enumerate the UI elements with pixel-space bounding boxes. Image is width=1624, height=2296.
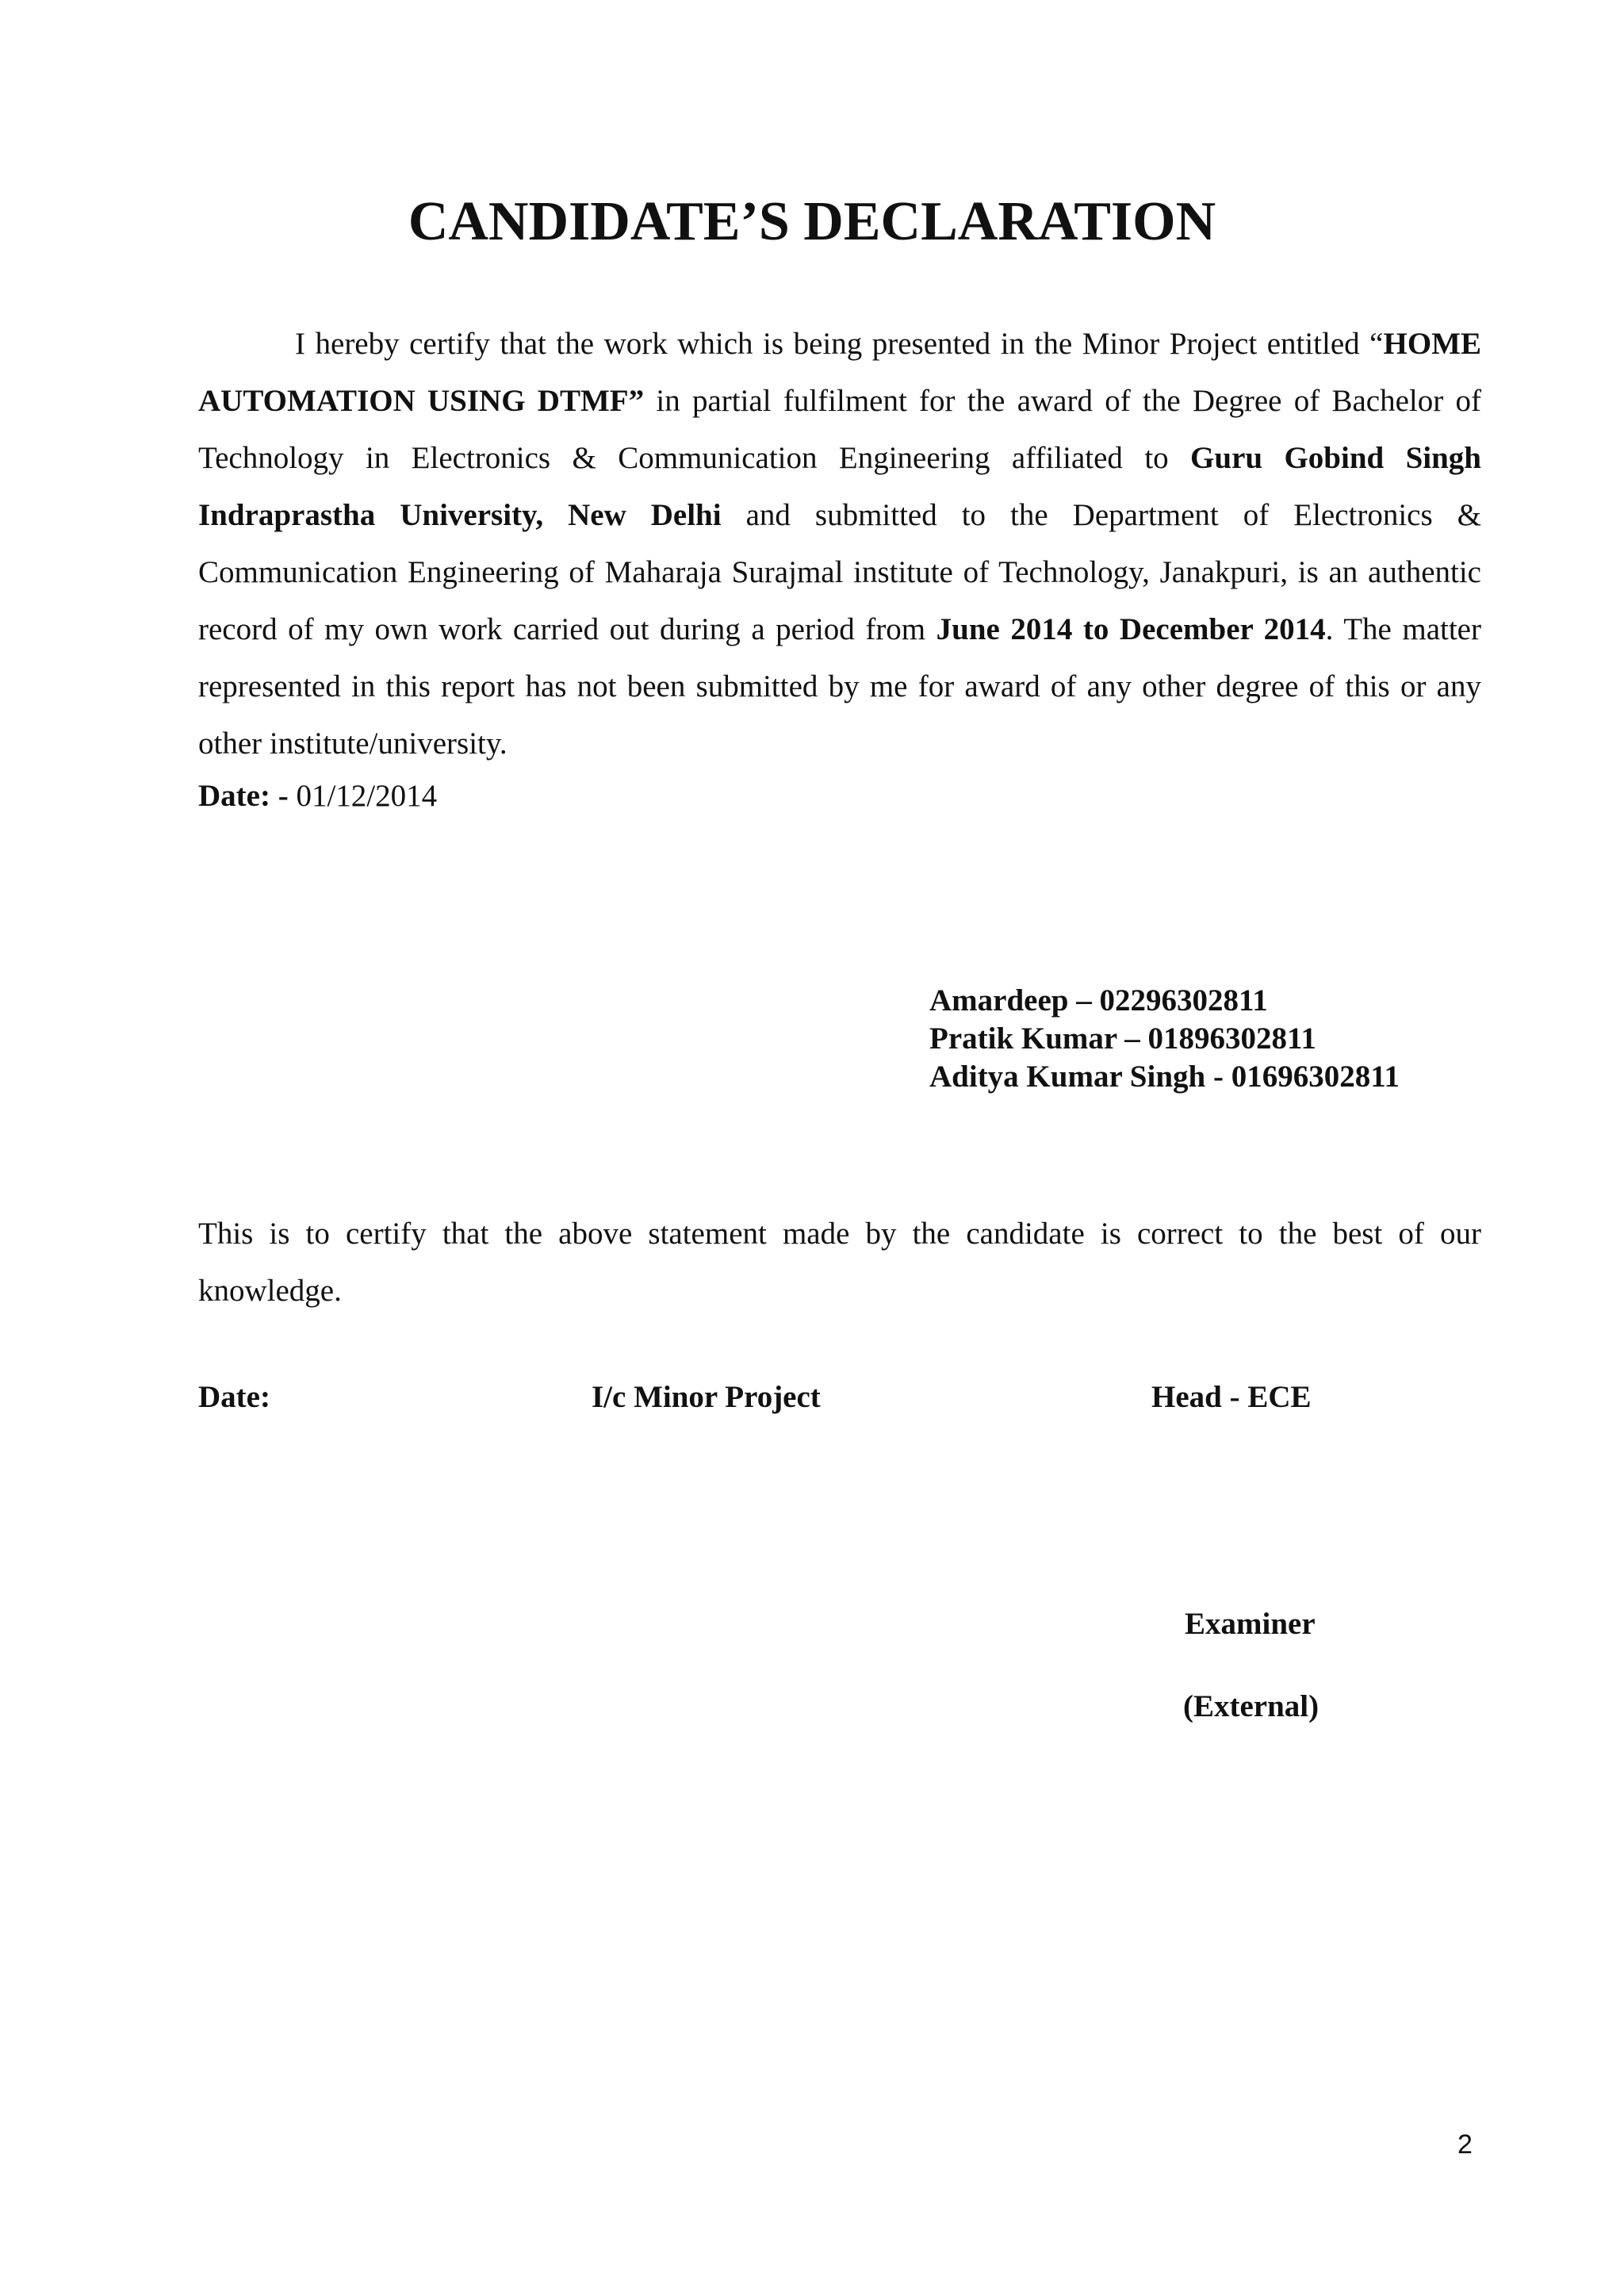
page-title: CANDIDATE’S DECLARATION xyxy=(408,191,1216,252)
project-period: June 2014 to December 2014 xyxy=(936,612,1326,646)
signature-date-label: Date: xyxy=(198,1380,270,1414)
signature-external: (External) xyxy=(1183,1689,1320,1723)
signature-incharge: I/c Minor Project xyxy=(592,1380,821,1414)
signature-examiner: Examiner xyxy=(1185,1607,1316,1641)
declaration-text-1: I hereby certify that the work which is being presented in the Minor Project entitled “ xyxy=(295,327,1384,361)
declaration-text-2: in partial fulfilment for the award of the Degree of Bachelor of Technology in Electronics & Communication Engineering affiliated to xyxy=(198,384,1481,475)
declaration-text-3: and submitted to the Department of Electronics & Communication Engineering of Maharaja Surajmal institute of Technology, Janakpuri, is an authentic record of my own work carried out during a period from xyxy=(198,498,1481,646)
page-number: 2 xyxy=(1457,2129,1473,2160)
declaration-paragraph xyxy=(198,316,1481,772)
declaration-date xyxy=(198,774,437,818)
date-label: Date: - xyxy=(198,779,289,813)
university-name: Guru Gobind Singh Indraprastha University, New Delhi xyxy=(198,441,1481,532)
date-value: 01/12/2014 xyxy=(288,779,438,813)
signature-head: Head - ECE xyxy=(1151,1380,1312,1414)
candidate-list xyxy=(929,982,1400,1096)
candidate-item: Pratik Kumar – 01896302811 xyxy=(929,1022,1316,1056)
candidate-item: Amardeep – 02296302811 xyxy=(929,983,1268,1018)
candidate-item: Aditya Kumar Singh - 01696302811 xyxy=(929,1060,1400,1094)
certification-paragraph: This is to certify that the above statement made by the candidate is correct to the best of our knowledge. xyxy=(198,1217,1481,1308)
project-title: HOME AUTOMATION USING DTMF” xyxy=(198,327,1481,418)
declaration-text-4: . The matter represented in this report has not been submitted by me for award of any other degree of this or any other institute/university. xyxy=(198,612,1481,761)
